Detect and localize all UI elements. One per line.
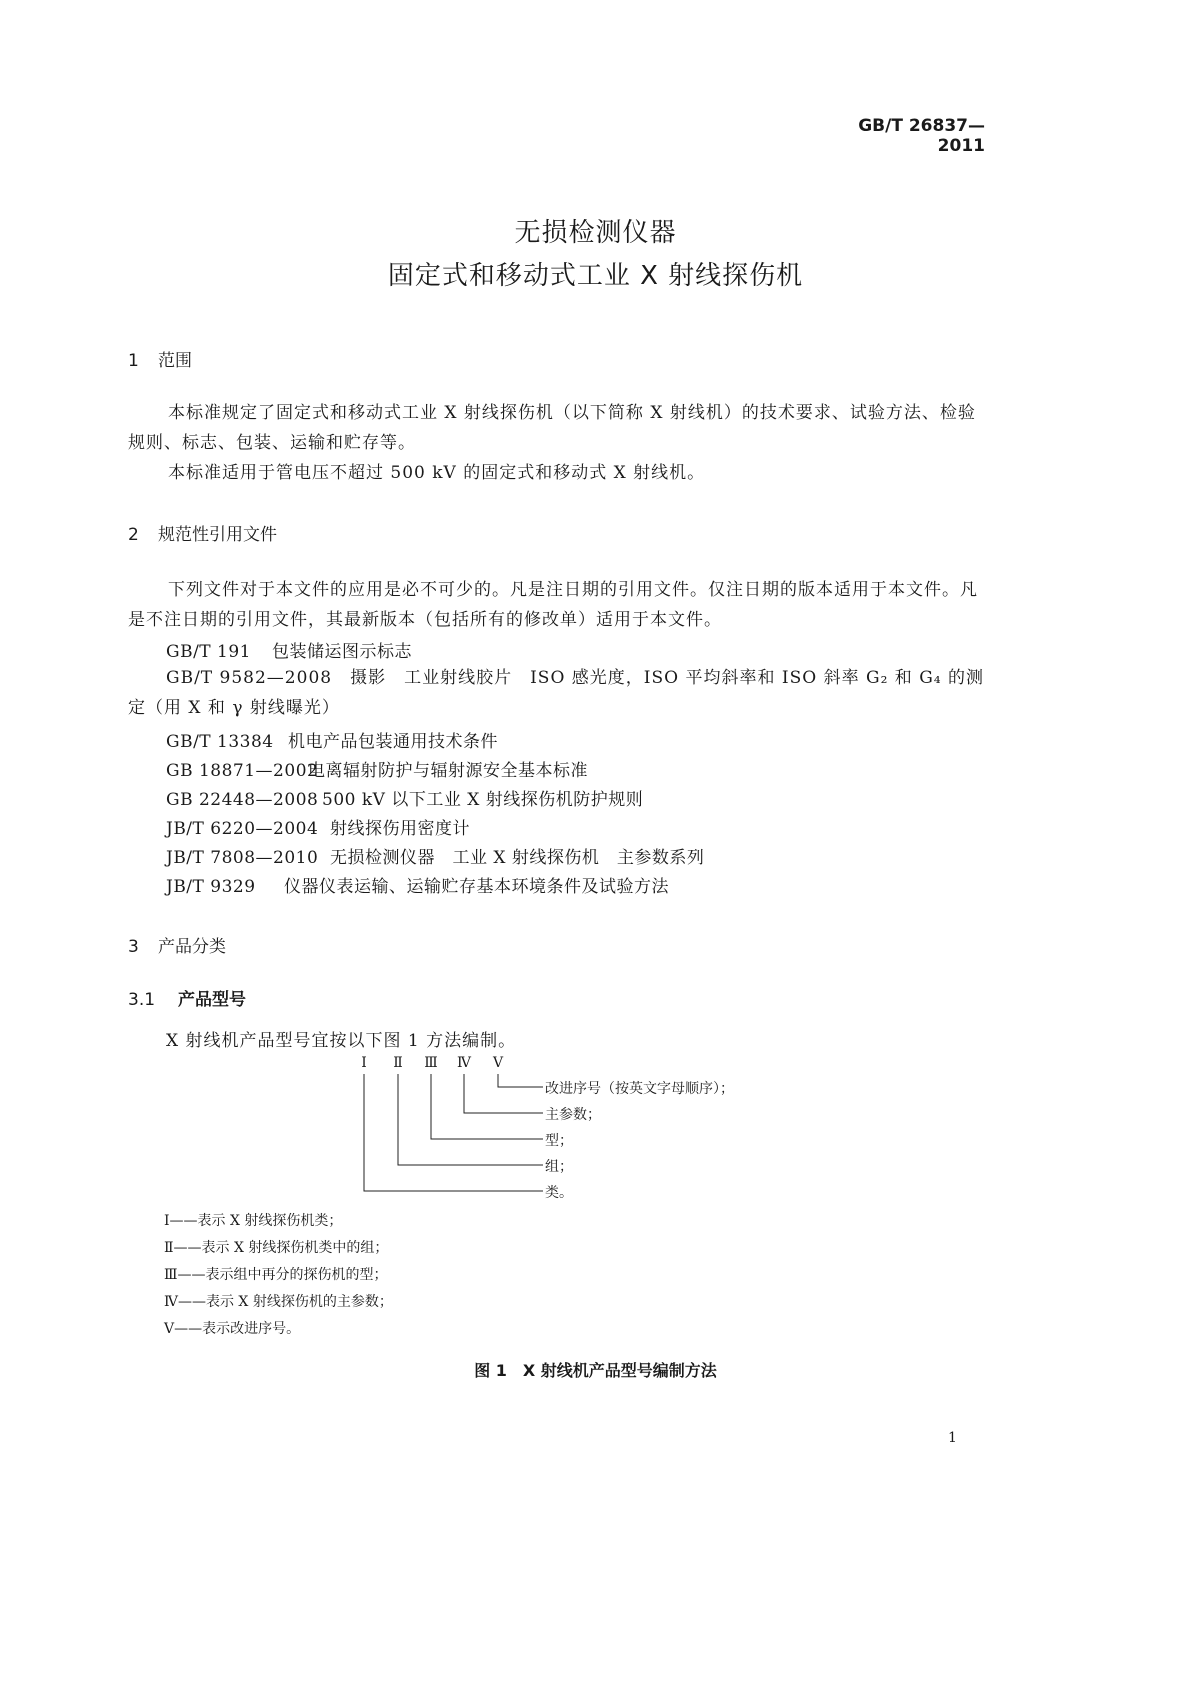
- reference-code: JB/T 7808—2010: [166, 848, 319, 868]
- reference-title: 无损检测仪器 工业 X 射线探伤机 主参数系列: [330, 848, 705, 868]
- reference-code: GB/T 9582—2008: [166, 668, 333, 688]
- numeral-ii: Ⅱ: [393, 1055, 403, 1071]
- connector-iv: [464, 1074, 543, 1113]
- reference-code: GB/T 191: [166, 642, 251, 662]
- reference-title: 电离辐射防护与辐射源安全基本标准: [308, 761, 588, 781]
- numeral-iv: Ⅳ: [457, 1055, 471, 1071]
- connector-ii: [398, 1074, 543, 1165]
- section-title: 范围: [158, 351, 192, 371]
- section-number: 2: [128, 525, 139, 545]
- figure-note: Ⅰ——表示 X 射线探伤机类；: [164, 1213, 343, 1229]
- reference-title: 仪器仪表运输、运输贮存基本环境条件及试验方法: [284, 877, 669, 897]
- figure-note: Ⅲ——表示组中再分的探伤机的型；: [164, 1267, 388, 1283]
- figure-note: Ⅴ——表示改进序号。: [164, 1321, 301, 1337]
- figure-label-improvement: 改进序号（按英文字母顺序）；: [545, 1081, 734, 1097]
- reference-code: JB/T 6220—2004: [166, 819, 319, 839]
- reference-code: JB/T 9329: [166, 877, 256, 897]
- section-2-intro: 下列文件对于本文件的应用是必不可少的。凡是注日期的引用文件。仅注日期的版本适用于本文件。凡是不注日期的引用文件，其最新版本（包括所有的修改单）适用于本文件。: [128, 580, 978, 630]
- numeral-iii: Ⅲ: [424, 1055, 438, 1071]
- standard-number: GB/T 26837—2011: [858, 116, 985, 156]
- reference-title: 摄影 工业射线胶片 ISO 感光度，ISO 平均斜率和 ISO 斜率 G₂ 和 G₄ 的测定（用 X 和 γ 射线曝光）: [128, 668, 984, 718]
- connector-iii: [431, 1074, 543, 1139]
- figure-note: Ⅳ——表示 X 射线探伤机的主参数；: [164, 1294, 393, 1310]
- reference-code: GB 22448—2008: [166, 790, 319, 810]
- section-number: 1: [128, 351, 139, 371]
- figure-label-main-parameter: 主参数；: [545, 1107, 601, 1123]
- figure-caption: 图 1 X 射线机产品型号编制方法: [474, 1361, 717, 1380]
- connector-i: [364, 1074, 543, 1191]
- section-number: 3: [128, 937, 139, 957]
- section-title: 规范性引用文件: [158, 525, 277, 545]
- title-line-1: 无损检测仪器: [514, 218, 677, 248]
- reference-title: 500 kV 以下工业 X 射线探伤机防护规则: [322, 790, 644, 810]
- connector-v: [498, 1074, 543, 1087]
- section-3-intro: X 射线机产品型号宜按以下图 1 方法编制。: [166, 1031, 517, 1051]
- reference-code: GB/T 13384: [166, 732, 274, 752]
- reference-code: GB 18871—2002: [166, 761, 319, 781]
- reference-title: 包装储运图示标志: [272, 642, 412, 662]
- section-1-paragraph-2: 本标准适用于管电压不超过 500 kV 的固定式和移动式 X 射线机。: [168, 463, 706, 483]
- section-1-paragraph-1: 本标准规定了固定式和移动式工业 X 射线探伤机（以下简称 X 射线机）的技术要求、试验方法、检验规则、标志、包装、运输和贮存等。: [128, 403, 976, 453]
- page-number: 1: [948, 1430, 957, 1446]
- figure-label-group: 组；: [545, 1159, 573, 1175]
- numeral-i: Ⅰ: [361, 1055, 367, 1071]
- figure-label-class: 类。: [545, 1185, 573, 1201]
- title-line-2: 固定式和移动式工业 X 射线探伤机: [387, 261, 804, 291]
- numeral-v: Ⅴ: [492, 1055, 504, 1071]
- reference-title: 射线探伤用密度计: [330, 819, 470, 839]
- section-title: 产品分类: [158, 937, 226, 957]
- figure-note: Ⅱ——表示 X 射线探伤机类中的组；: [164, 1240, 389, 1256]
- subsection-number: 3.1: [128, 990, 156, 1010]
- subsection-title: 产品型号: [178, 990, 246, 1010]
- reference-title: 机电产品包装通用技术条件: [288, 732, 498, 752]
- figure-label-type: 型；: [545, 1133, 573, 1149]
